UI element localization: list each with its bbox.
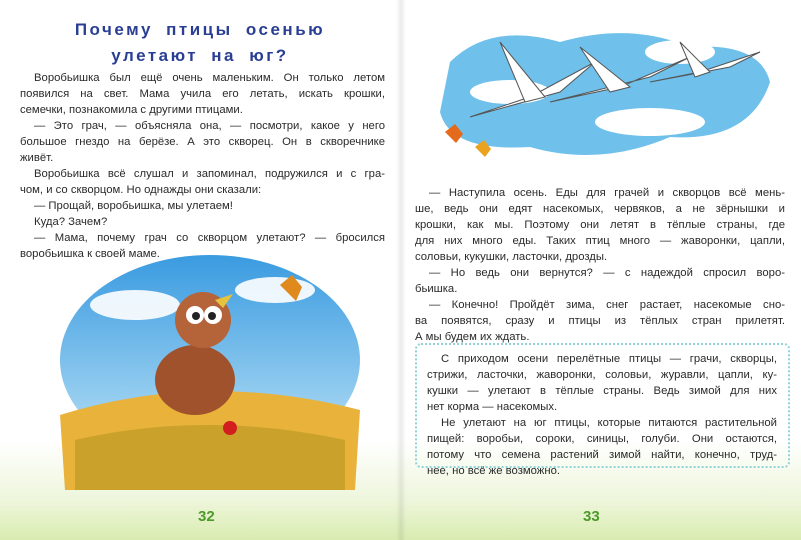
- text-line: появился на свет. Мама учила его летать, искать крошки,: [20, 88, 385, 100]
- cranes-illustration: [430, 22, 775, 167]
- text-line: потому что семена растений зимой найти, конечно, труд-: [427, 449, 777, 461]
- text-line: — Но ведь они вернутся? — с надеждой спросил воро-: [429, 267, 785, 279]
- text-line: — Мама, почему грач со скворцом улетают? — бросился: [34, 232, 385, 244]
- page-title-line-1: Почему птицы осенью: [74, 20, 326, 39]
- book-gutter: [396, 0, 406, 540]
- text-line: С приходом осени перелётные птицы — грачи, скворцы,: [441, 353, 777, 365]
- story-text-right: [415, 185, 785, 345]
- text-line: Воробьишка был ещё очень маленьким. Он только летом: [34, 72, 385, 84]
- text-line: — Конечно! Пройдёт зима, снег растает, насекомые сно-: [429, 299, 785, 311]
- text-line: стрижи, ласточки, жаворонки, соловьи, журавли, цапли, ку-: [427, 369, 777, 381]
- text-line: живёт.: [20, 152, 54, 164]
- right-page: [400, 0, 801, 540]
- text-line: бьишка.: [415, 283, 458, 295]
- text-line: ше, ведь они едят насекомых, червяков, а не зёрнышки и: [415, 203, 785, 215]
- text-line: для них много еды. Таких птиц много — жаворонки, цапли,: [415, 235, 785, 247]
- info-box: [415, 343, 790, 477]
- page-title-line-2: улетают на юг?: [111, 46, 289, 65]
- text-line: крошки, как мы. Поэтому они летят в тёплые страны, где: [415, 219, 785, 231]
- page-number-right: 33: [583, 508, 600, 525]
- text-line: — Это грач, — объясняла она, — посмотри, какое у него: [34, 120, 385, 132]
- text-line: пищей: воробьи, сороки, синицы, голуби. Они остаются,: [427, 433, 777, 445]
- sparrow-illustration: [55, 250, 365, 490]
- text-line: нет корма — насекомых.: [427, 401, 558, 413]
- text-line: нее, но всё же возможно.: [427, 465, 561, 477]
- left-page: [0, 0, 400, 540]
- text-line: кушки — улетают в тёплые страны. Ведь зимой для них: [427, 385, 777, 397]
- text-line: соловьи, кукушки, ласточки, дрозды.: [415, 251, 608, 263]
- text-line: — Прощай, воробьишка, мы улетаем!: [34, 200, 233, 212]
- text-line: ва появятся, сразу и птицы из тёплых стран прилетят.: [415, 315, 785, 327]
- text-line: воробьишка к своей маме.: [20, 248, 160, 260]
- text-line: большое гнездо на берёзе. А это скворец. Он в скворечнике: [20, 136, 385, 148]
- text-line: чом, и со скворцом. Но однажды они сказали:: [20, 184, 262, 196]
- info-box-text: [427, 351, 777, 479]
- page-number-left: 32: [198, 508, 215, 525]
- text-line: Не улетают на юг птицы, которые питаются растительной: [441, 417, 777, 429]
- text-line: — Наступила осень. Еды для грачей и скворцов всё мень-: [429, 187, 785, 199]
- text-line: Куда? Зачем?: [34, 216, 108, 228]
- text-line: А мы будем их ждать.: [415, 331, 530, 343]
- text-line: Воробьишка всё слушал и запоминал, подружился и с гра-: [34, 168, 385, 180]
- text-line: семечки, познакомила с другими птицами.: [20, 104, 243, 116]
- story-text-left: [20, 70, 385, 262]
